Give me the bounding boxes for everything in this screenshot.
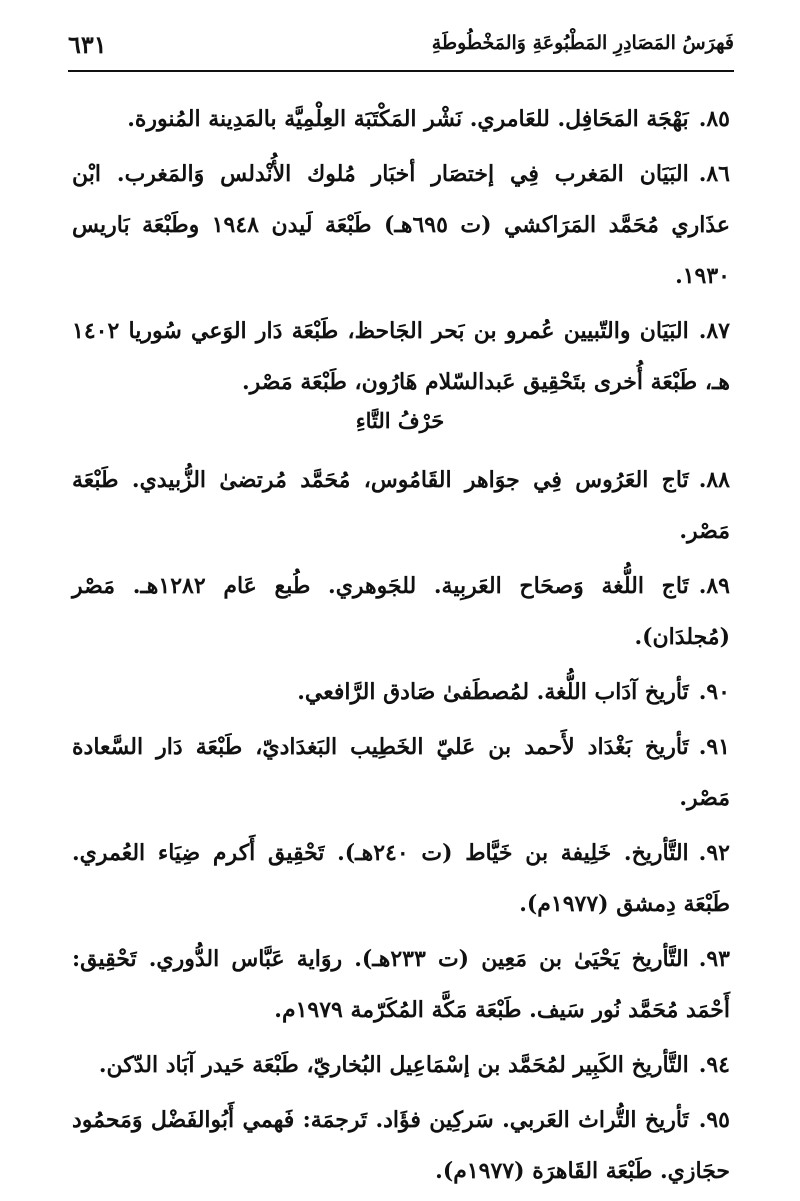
bibliography-entry <box>72 455 730 557</box>
bibliography-entry <box>72 561 730 663</box>
entry-text: تَاج اللُّغة وَصحَاح العَربِية. للجَوهري. طُبع عَام ١٢٨٢هـ. مَصْر (مُجلدَان). <box>72 573 730 650</box>
bibliography-entry <box>72 934 730 1036</box>
bibliography-entry <box>72 1040 730 1091</box>
entry-number: ٨٩. <box>698 573 730 599</box>
bibliography-list-ba <box>72 94 730 412</box>
page-number: ٦٣١ <box>68 30 107 59</box>
bibliography-list-ta <box>72 455 730 1201</box>
entry-number: ٩٣. <box>698 946 730 972</box>
bibliography-entry <box>72 1095 730 1197</box>
entry-text: بَهْجَة المَحَافِل. للعَامري. نَشْر المَكْتَبَة العِلْمِيَّة بالمَدِينة المُنورة. <box>127 106 689 132</box>
bibliography-entry <box>72 667 730 718</box>
entry-number: ٨٥. <box>698 106 730 132</box>
entry-number: ٨٨. <box>698 467 730 493</box>
entry-text: التَّأريخ يَحْيَىٰ بن مَعِين (ت ٢٣٣هـ). روَاية عَبَّاس الدُّوري. تَحْقِيق: أَحْمَد مُحَمَّد نُور سَيف. طَبْعَة مَكَّة المُكَرّمة ١٩٧٩م. <box>72 946 730 1023</box>
entry-text: البَيَان والتّبيين عُمرو بن بَحر الجَاحظ، طَبْعَة دَار الوَعي سُوريا ١٤٠٢ هـ، طَبْعَة أُخرى بتَحْقِيق عَبدالسّلام هَارُون، طَبْعَة مَصْر. <box>72 318 730 395</box>
entry-text: تَأريخ التُّراث العَربي. سَركِين فؤَاد. تَرجمَة: فَهمي أَبُوالفَضْل وَمَحمُود حجَازي. طَبْعَة القَاهرَة (١٩٧٧م). <box>72 1107 730 1184</box>
header-rule <box>68 70 734 72</box>
entry-text: تَاج العَرُوس فِي جوَاهر القَامُوس، مُحَمَّد مُرتضىٰ الزُّبيدي. طَبْعَة مَصْر. <box>72 467 730 544</box>
bibliography-entry <box>72 722 730 824</box>
entry-number: ٨٦. <box>698 161 730 187</box>
entry-number: ٩١. <box>698 734 730 760</box>
bibliography-entry <box>72 94 730 145</box>
page-header <box>68 28 734 68</box>
entry-text: التَّأريخ. خَلِيفة بن خَيَّاط (ت ٢٤٠هـ). تَحْقِيق أَكرم ضِيَاء العُمري. طَبْعَة دِمشق (١٩٧٧م). <box>72 840 730 917</box>
section-heading: حَرْفُ التَّاءِ <box>355 408 445 433</box>
entry-number: ٩٢. <box>698 840 730 866</box>
entry-text: البَيَان المَغرب فِي إختصَار أخبَار مُلوك الأُنْدلس وَالمَغرب. ابْن عذَاري مُحَمَّد المَرَاكشي (ت ٦٩٥هـ) طَبْعَة لَيدن ١٩٤٨ وطَبْعَة بَاريس ١٩٣٠. <box>72 161 730 289</box>
entry-text: تَأريخ بَغْدَاد لأَحمد بن عَليّ الخَطِيب البَغدَاديّ، طَبْعَة دَار السَّعادة مَصْر. <box>72 734 730 811</box>
bibliography-entry <box>72 828 730 930</box>
entry-text: تَأريخ آدَاب اللُّغة. لمُصطَفىٰ صَادق الرَّافعي. <box>297 679 689 705</box>
entry-number: ٩٥. <box>698 1107 730 1133</box>
bibliography-entry <box>72 149 730 302</box>
entry-number: ٩٤. <box>698 1052 730 1078</box>
bibliography-entry <box>72 306 730 408</box>
running-title: فَهرَسُ المَصَادِرِ المَطْبُوعَةِ وَالمَخْطُوطَةِ <box>431 32 734 54</box>
entry-text: التَّأريخ الكَبِير لمُحَمَّد بن إسْمَاعِيل البُخاريّ، طَبْعَة حَيدر آبَاد الدّكن. <box>98 1052 689 1078</box>
entry-number: ٨٧. <box>698 318 730 344</box>
entry-number: ٩٠. <box>698 679 730 705</box>
